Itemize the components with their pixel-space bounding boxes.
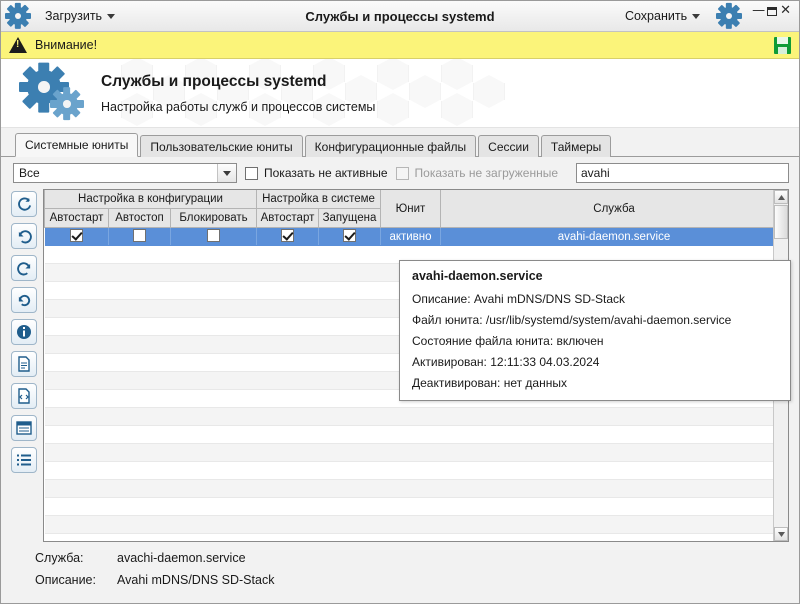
maximize-button[interactable] [767, 7, 777, 16]
tooltip-unit-file-state: Состояние файла юнита: включен [412, 334, 604, 348]
save-menu-label: Сохранить [624, 9, 688, 23]
table-row[interactable] [45, 462, 788, 480]
footer-row-description [35, 573, 789, 587]
gears-icon [23, 64, 89, 122]
document-code-icon[interactable] [11, 383, 37, 409]
tooltip-description: Описание: Avahi mDNS/DNS SD-Stack [412, 292, 626, 306]
tab-user-units[interactable]: Пользовательские юниты [140, 135, 302, 157]
scroll-up-button[interactable] [774, 190, 788, 204]
column-header-autostart-sys[interactable]: Автостарт [257, 209, 319, 228]
column-header-autostart-cfg[interactable]: Автостарт [45, 209, 109, 228]
search-input[interactable] [576, 163, 789, 183]
warning-bar [1, 32, 799, 59]
checkbox-box[interactable] [245, 167, 258, 180]
floppy-save-icon[interactable] [774, 37, 791, 54]
list-icon[interactable] [11, 447, 37, 473]
tab-timers[interactable]: Таймеры [541, 135, 611, 157]
unit-filter-value: Все [19, 166, 40, 180]
show-inactive-label: Показать не активные [264, 166, 388, 180]
save-menu-button[interactable] [619, 6, 706, 26]
tooltip-title: avahi-daemon.service [412, 269, 543, 283]
title-bar [1, 1, 799, 32]
tooltip-unit-file: Файл юнита: /usr/lib/systemd/system/avahi-daemon.service [412, 313, 732, 327]
side-toolbar [11, 189, 39, 542]
unit-filter-combo[interactable] [13, 163, 237, 183]
banner-title: Службы и процессы systemd [101, 72, 327, 90]
footer-label-service: Служба: [35, 551, 84, 565]
scrollbar-thumb[interactable] [774, 205, 788, 239]
table-row[interactable] [45, 228, 788, 246]
cell-autostart-sys[interactable] [257, 228, 319, 246]
document-icon[interactable] [11, 351, 37, 377]
load-menu-button[interactable] [39, 6, 121, 26]
table-row[interactable] [45, 516, 788, 534]
table-row[interactable] [45, 480, 788, 498]
minimize-button[interactable]: — [752, 3, 765, 18]
group-header-system[interactable]: Настройка в системе [257, 190, 381, 209]
column-header-service[interactable]: Служба [441, 190, 788, 228]
table-row[interactable] [45, 498, 788, 516]
filter-bar [1, 157, 799, 189]
info-icon[interactable] [11, 319, 37, 345]
restore-icon[interactable] [11, 287, 37, 313]
load-menu-label: Загрузить [45, 9, 103, 23]
column-header-unit[interactable]: Юнит [381, 190, 441, 228]
table-row[interactable] [45, 426, 788, 444]
chevron-down-icon[interactable] [217, 164, 236, 182]
footer-label-description: Описание: [35, 573, 96, 587]
cell-autostart-cfg[interactable] [45, 228, 109, 246]
search-value: avahi [581, 166, 610, 180]
tab-config-files[interactable]: Конфигурационные файлы [305, 135, 476, 157]
cell-block-cfg[interactable] [171, 228, 257, 246]
show-inactive-checkbox[interactable] [245, 166, 388, 180]
checkbox-box[interactable] [396, 167, 409, 180]
column-header-block-cfg[interactable]: Блокировать [171, 209, 257, 228]
column-header-running-sys[interactable]: Запущена [319, 209, 381, 228]
tab-sessions[interactable]: Сессии [478, 135, 539, 157]
close-button[interactable]: ✕ [780, 3, 791, 18]
column-header-autostop-cfg[interactable]: Автостоп [109, 209, 171, 228]
undo-icon[interactable] [11, 223, 37, 249]
cell-unit: активно [381, 228, 441, 246]
group-header-row [45, 190, 788, 209]
list-panel-icon[interactable] [11, 415, 37, 441]
chevron-down-icon [692, 14, 700, 19]
chevron-down-icon [107, 14, 115, 19]
refresh-icon[interactable] [11, 191, 37, 217]
tooltip-deactivated: Деактивирован: нет данных [412, 376, 567, 390]
banner-subtitle: Настройка работы служб и процессов системы [101, 99, 376, 114]
tab-system-units[interactable]: Системные юниты [15, 133, 138, 157]
footer-value-service: avachi-daemon.service [117, 551, 246, 565]
warning-text: Внимание! [35, 38, 98, 52]
cell-service: avahi-daemon.service [441, 228, 788, 246]
window-title: Службы и процессы systemd [305, 8, 495, 24]
footer-value-description: Avahi mDNS/DNS SD-Stack [117, 573, 275, 587]
show-unloaded-checkbox[interactable] [396, 166, 558, 180]
page-banner [1, 59, 799, 128]
scroll-down-button[interactable] [774, 527, 788, 541]
tooltip-activated: Активирован: 12:11:33 04.03.2024 [412, 355, 600, 369]
group-header-config[interactable]: Настройка в конфигурации [45, 190, 257, 209]
cell-autostop-cfg[interactable] [109, 228, 171, 246]
redo-icon[interactable] [11, 255, 37, 281]
details-footer [1, 542, 799, 603]
settings-gear-icon[interactable] [718, 5, 740, 27]
app-gear-icon [7, 5, 29, 27]
warning-triangle-icon [9, 37, 27, 53]
footer-row-service [35, 551, 789, 565]
table-row[interactable] [45, 408, 788, 426]
table-row[interactable] [45, 444, 788, 462]
cell-running-sys[interactable] [319, 228, 381, 246]
tab-bar [1, 132, 799, 157]
show-unloaded-label: Показать не загруженные [414, 166, 559, 180]
unit-tooltip [399, 260, 791, 401]
